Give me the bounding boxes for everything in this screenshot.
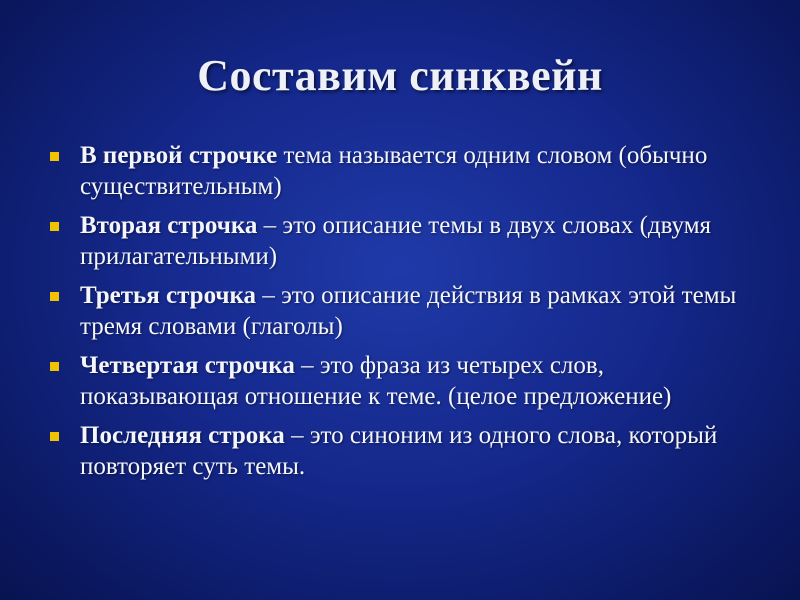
bullet-lead: Последняя строка: [80, 422, 285, 449]
slide-title: Составим синквейн: [197, 51, 603, 100]
bullet-lead: Вторая строчка: [80, 212, 258, 239]
bullet-item-4: [48, 350, 768, 412]
bullet-text: – это описание действия в рамках этой темы тремя словами (глаголы): [80, 282, 737, 340]
square-bullet-icon: [50, 432, 59, 441]
square-bullet-icon: [50, 152, 59, 161]
square-bullet-icon: [50, 222, 59, 231]
bullet-text: тема называется одним словом (обычно существительным): [80, 142, 708, 200]
bullet-text: – это описание темы в двух словах (двумя прилагательными): [80, 212, 712, 270]
bullet-lead: Третья строчка: [80, 282, 257, 309]
bullet-lead: В первой строчке: [80, 142, 278, 169]
bullet-text: – это синоним из одного слова, который повторяет суть темы.: [80, 422, 718, 480]
bullet-item-3: [48, 280, 768, 342]
bullet-item-1: [48, 140, 768, 202]
bullet-item-5: [48, 420, 768, 482]
bullet-item-2: [48, 210, 768, 272]
square-bullet-icon: [50, 362, 59, 371]
bullet-text: – это фраза из четырех слов, показывающая отношение к теме. (целое предложение): [80, 352, 672, 410]
square-bullet-icon: [50, 292, 59, 301]
bullet-lead: Четвертая строчка: [80, 352, 295, 379]
bullet-list: [48, 140, 768, 490]
